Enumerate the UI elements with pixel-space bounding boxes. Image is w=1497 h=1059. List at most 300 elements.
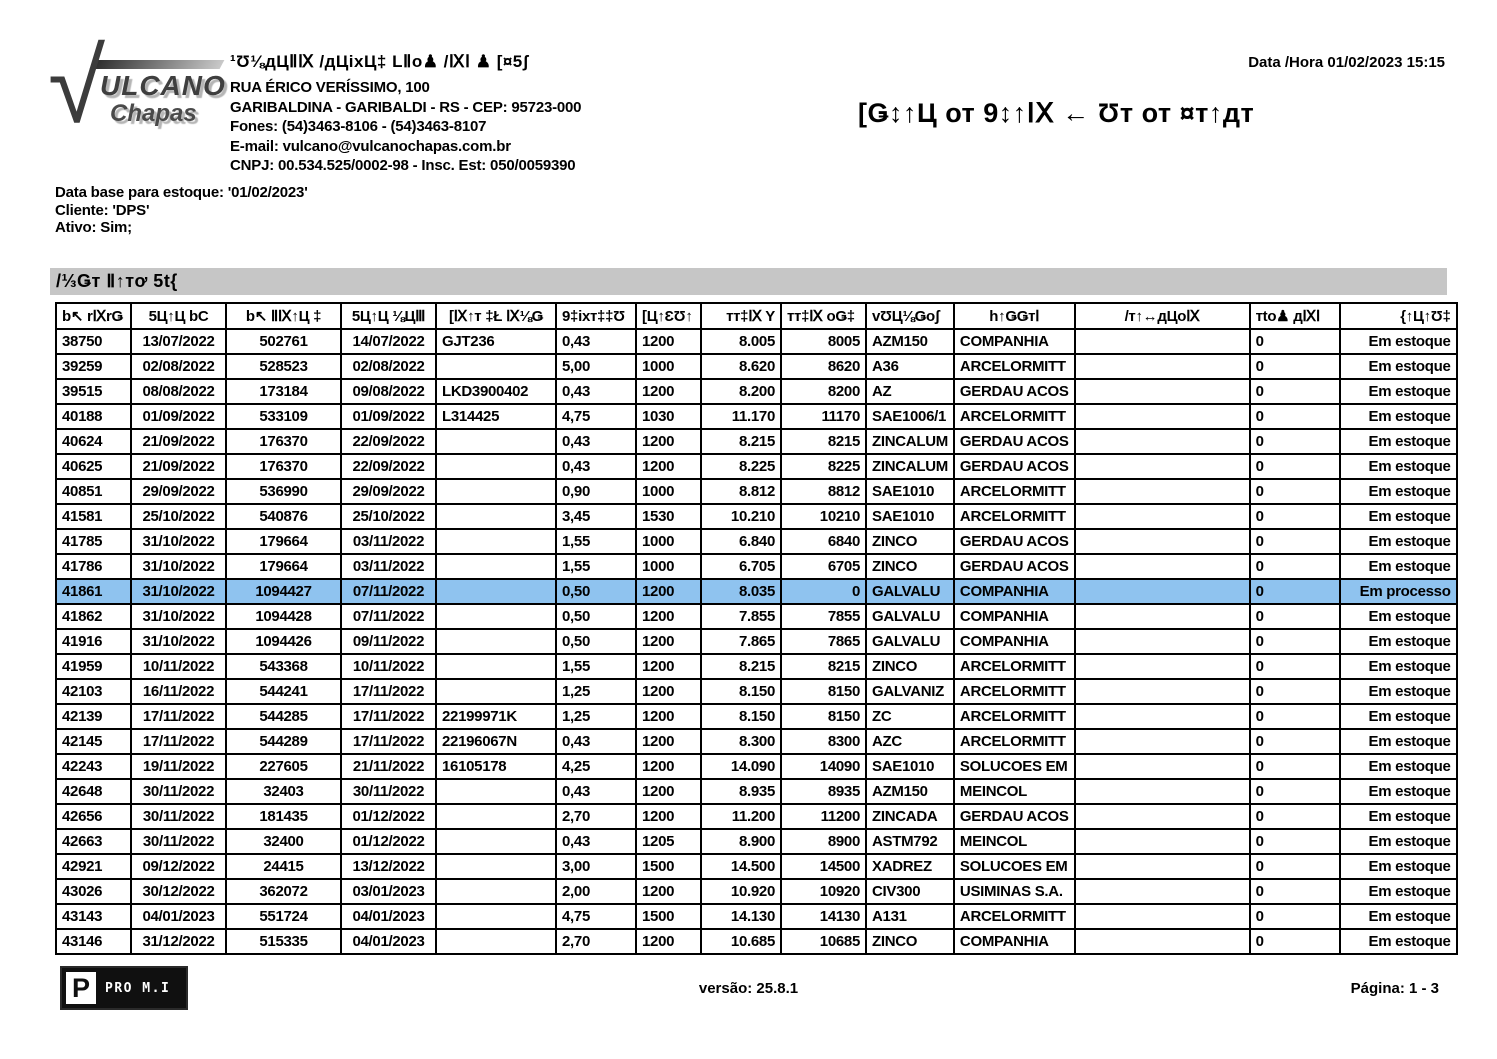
table-cell xyxy=(1075,804,1250,829)
table-cell: 13/07/2022 xyxy=(131,329,226,354)
table-cell: 0 xyxy=(1250,504,1340,529)
table-cell: 0 xyxy=(1250,929,1340,954)
table-cell: 543368 xyxy=(226,654,341,679)
table-cell: 3,45 xyxy=(556,504,636,529)
table-cell: GALVALU xyxy=(866,579,954,604)
table-cell: 1200 xyxy=(636,379,701,404)
table-cell: 09/12/2022 xyxy=(131,854,226,879)
table-row xyxy=(56,879,1457,904)
table-cell: Em estoque xyxy=(1340,929,1457,954)
table-cell: ARCELORMITT xyxy=(954,654,1075,679)
table-cell: 179664 xyxy=(226,554,341,579)
table-cell: 8.150 xyxy=(701,704,781,729)
table-cell: 11200 xyxy=(781,804,866,829)
table-cell: 1000 xyxy=(636,529,701,554)
table-cell: ARCELORMITT xyxy=(954,704,1075,729)
table-cell xyxy=(436,504,556,529)
table-cell xyxy=(436,829,556,854)
table-cell: Em estoque xyxy=(1340,354,1457,379)
table-cell: Em estoque xyxy=(1340,629,1457,654)
table-cell: 0 xyxy=(1250,579,1340,604)
table-cell xyxy=(1075,704,1250,729)
table-cell xyxy=(1075,729,1250,754)
table-cell: Em estoque xyxy=(1340,679,1457,704)
table-cell xyxy=(1075,679,1250,704)
table-cell: 0,43 xyxy=(556,329,636,354)
table-cell xyxy=(1075,454,1250,479)
column-header: {↑Ц↑Ʊ‡ xyxy=(1340,303,1457,329)
table-cell: 11170 xyxy=(781,404,866,429)
table-cell: 8150 xyxy=(781,679,866,704)
table-cell: 0 xyxy=(1250,554,1340,579)
table-cell: 14130 xyxy=(781,904,866,929)
table-cell: 42921 xyxy=(56,854,131,879)
table-cell: 19/11/2022 xyxy=(131,754,226,779)
table-cell xyxy=(1075,879,1250,904)
table-cell xyxy=(1075,504,1250,529)
column-header: тto♟ дⅨⅠ xyxy=(1250,303,1340,329)
table-cell: Em estoque xyxy=(1340,729,1457,754)
table-row xyxy=(56,604,1457,629)
table-cell: 40851 xyxy=(56,479,131,504)
table-cell: 32400 xyxy=(226,829,341,854)
table-cell: ZINCO xyxy=(866,554,954,579)
table-cell: MEINCOL xyxy=(954,829,1075,854)
table-cell: 1000 xyxy=(636,479,701,504)
table-cell: 8.225 xyxy=(701,454,781,479)
table-cell: 0 xyxy=(1250,829,1340,854)
table-cell: 0 xyxy=(1250,529,1340,554)
table-cell: 0 xyxy=(1250,729,1340,754)
table-cell: 8300 xyxy=(781,729,866,754)
table-cell: 227605 xyxy=(226,754,341,779)
table-cell: 8.935 xyxy=(701,779,781,804)
table-cell: Em estoque xyxy=(1340,554,1457,579)
table-cell: 24415 xyxy=(226,854,341,879)
table-cell xyxy=(1075,604,1250,629)
table-cell: 40188 xyxy=(56,404,131,429)
table-cell: SAE1006/1 xyxy=(866,404,954,429)
table-cell: 10.920 xyxy=(701,879,781,904)
stock-table-container xyxy=(55,302,1458,955)
table-cell: 551724 xyxy=(226,904,341,929)
table-cell: 30/12/2022 xyxy=(131,879,226,904)
table-cell: 8200 xyxy=(781,379,866,404)
column-header: тт‡Ⅸ oǤ‡ xyxy=(781,303,866,329)
table-cell: 14.090 xyxy=(701,754,781,779)
table-cell: 1,55 xyxy=(556,529,636,554)
table-cell: 8.215 xyxy=(701,429,781,454)
report-datetime: Data /Hora 01/02/2023 15:15 xyxy=(1248,54,1445,71)
table-cell: 43143 xyxy=(56,904,131,929)
table-cell: 41786 xyxy=(56,554,131,579)
table-cell xyxy=(436,354,556,379)
table-cell: MEINCOL xyxy=(954,779,1075,804)
table-cell xyxy=(436,629,556,654)
table-cell: 09/11/2022 xyxy=(341,629,436,654)
table-cell: 39515 xyxy=(56,379,131,404)
pro-mi-p-icon: P xyxy=(66,972,96,1004)
column-header: vƱЦ⅛Ǥoʃ xyxy=(866,303,954,329)
table-cell: 11.200 xyxy=(701,804,781,829)
table-cell xyxy=(436,529,556,554)
table-cell: 0,50 xyxy=(556,579,636,604)
table-cell: 1,25 xyxy=(556,704,636,729)
table-cell: 7.865 xyxy=(701,629,781,654)
table-cell: A131 xyxy=(866,904,954,929)
table-cell: 10.685 xyxy=(701,929,781,954)
table-cell: 43146 xyxy=(56,929,131,954)
table-cell: 8.215 xyxy=(701,654,781,679)
table-cell: 22/09/2022 xyxy=(341,454,436,479)
table-cell: 502761 xyxy=(226,329,341,354)
table-cell xyxy=(436,879,556,904)
table-cell xyxy=(1075,379,1250,404)
table-cell: 07/11/2022 xyxy=(341,579,436,604)
table-cell: GALVALU xyxy=(866,604,954,629)
table-cell: 362072 xyxy=(226,879,341,904)
table-cell: Em estoque xyxy=(1340,454,1457,479)
table-cell: Em estoque xyxy=(1340,754,1457,779)
table-cell: 8620 xyxy=(781,354,866,379)
table-cell: GERDAU ACOS xyxy=(954,429,1075,454)
table-cell: 533109 xyxy=(226,404,341,429)
table-cell: 29/09/2022 xyxy=(341,479,436,504)
table-cell: 01/09/2022 xyxy=(131,404,226,429)
logo-text-chapas: Chapas xyxy=(110,100,197,127)
table-cell: 41959 xyxy=(56,654,131,679)
table-cell: 17/11/2022 xyxy=(341,729,436,754)
table-cell: 16105178 xyxy=(436,754,556,779)
table-cell: 0 xyxy=(1250,779,1340,804)
table-cell: ARCELORMITT xyxy=(954,354,1075,379)
table-cell: COMPANHIA xyxy=(954,579,1075,604)
table-cell: Em estoque xyxy=(1340,829,1457,854)
table-cell: 0,43 xyxy=(556,429,636,454)
table-cell: 8.620 xyxy=(701,354,781,379)
table-cell: 176370 xyxy=(226,454,341,479)
table-cell: 02/08/2022 xyxy=(341,354,436,379)
table-cell: 7855 xyxy=(781,604,866,629)
table-cell: 01/09/2022 xyxy=(341,404,436,429)
table-row xyxy=(56,904,1457,929)
table-cell: 8.200 xyxy=(701,379,781,404)
table-cell: 8812 xyxy=(781,479,866,504)
table-row xyxy=(56,529,1457,554)
table-cell: 8215 xyxy=(781,654,866,679)
table-row xyxy=(56,629,1457,654)
logo-text-ulcano: ULCANO xyxy=(100,70,226,101)
table-cell: 16/11/2022 xyxy=(131,679,226,704)
table-cell: 1530 xyxy=(636,504,701,529)
table-cell: 0,43 xyxy=(556,454,636,479)
table-cell: 10685 xyxy=(781,929,866,954)
table-cell: 528523 xyxy=(226,354,341,379)
table-cell: 31/10/2022 xyxy=(131,554,226,579)
table-cell: 5,00 xyxy=(556,354,636,379)
table-cell: 31/12/2022 xyxy=(131,929,226,954)
table-cell xyxy=(436,804,556,829)
table-cell: 6.705 xyxy=(701,554,781,579)
table-row xyxy=(56,479,1457,504)
table-cell xyxy=(1075,854,1250,879)
table-cell: 01/12/2022 xyxy=(341,829,436,854)
table-cell: 0 xyxy=(1250,454,1340,479)
table-cell: Em estoque xyxy=(1340,604,1457,629)
table-cell: 10.210 xyxy=(701,504,781,529)
table-row xyxy=(56,929,1457,954)
table-cell: Em processo xyxy=(1340,579,1457,604)
table-cell xyxy=(436,654,556,679)
table-cell: ARCELORMITT xyxy=(954,904,1075,929)
table-cell: 181435 xyxy=(226,804,341,829)
table-cell xyxy=(436,479,556,504)
table-cell xyxy=(1075,479,1250,504)
table-cell xyxy=(1075,779,1250,804)
table-cell: 0 xyxy=(1250,479,1340,504)
table-cell: 22199971K xyxy=(436,704,556,729)
table-cell: 8225 xyxy=(781,454,866,479)
table-cell: 1200 xyxy=(636,654,701,679)
table-cell: 1094426 xyxy=(226,629,341,654)
version-label: versão: 25.8.1 xyxy=(698,980,799,997)
table-cell: 0 xyxy=(781,579,866,604)
table-cell: 17/11/2022 xyxy=(131,704,226,729)
table-cell: ARCELORMITT xyxy=(954,479,1075,504)
table-cell: Em estoque xyxy=(1340,879,1457,904)
table-cell: 2,70 xyxy=(556,804,636,829)
table-cell xyxy=(1075,329,1250,354)
column-header: [Ⅸ↑т ‡Ł Ⅸ⅛Ǥ xyxy=(436,303,556,329)
table-header-row xyxy=(56,303,1457,329)
table-cell: 22/09/2022 xyxy=(341,429,436,454)
table-cell xyxy=(1075,554,1250,579)
table-cell: 7.855 xyxy=(701,604,781,629)
table-cell: ZINCO xyxy=(866,929,954,954)
table-cell: 0 xyxy=(1250,354,1340,379)
table-cell: 515335 xyxy=(226,929,341,954)
table-cell xyxy=(436,429,556,454)
table-cell: SAE1010 xyxy=(866,504,954,529)
table-cell: 41785 xyxy=(56,529,131,554)
table-cell: 0 xyxy=(1250,329,1340,354)
table-cell: GJT236 xyxy=(436,329,556,354)
table-cell: 42243 xyxy=(56,754,131,779)
table-cell: 540876 xyxy=(226,504,341,529)
table-cell: ZINCO xyxy=(866,529,954,554)
table-cell: 10210 xyxy=(781,504,866,529)
table-cell: 1200 xyxy=(636,579,701,604)
table-cell: AZ xyxy=(866,379,954,404)
table-cell: 13/12/2022 xyxy=(341,854,436,879)
table-cell: 25/10/2022 xyxy=(131,504,226,529)
table-cell: 8.035 xyxy=(701,579,781,604)
table-cell: XADREZ xyxy=(866,854,954,879)
table-row xyxy=(56,729,1457,754)
table-cell: 0 xyxy=(1250,379,1340,404)
param-cliente: Cliente: 'DPS' xyxy=(55,201,150,219)
table-cell: 21/09/2022 xyxy=(131,454,226,479)
table-cell: 08/08/2022 xyxy=(131,379,226,404)
table-cell: L314425 xyxy=(436,404,556,429)
table-row xyxy=(56,804,1457,829)
table-cell: Em estoque xyxy=(1340,854,1457,879)
table-cell: 31/10/2022 xyxy=(131,629,226,654)
table-cell: 544289 xyxy=(226,729,341,754)
table-cell: 04/01/2023 xyxy=(341,904,436,929)
table-row xyxy=(56,504,1457,529)
table-row xyxy=(56,654,1457,679)
table-row xyxy=(56,354,1457,379)
table-cell: 10/11/2022 xyxy=(131,654,226,679)
table-cell: 17/11/2022 xyxy=(341,704,436,729)
table-cell: 31/10/2022 xyxy=(131,604,226,629)
table-cell: 1200 xyxy=(636,429,701,454)
table-cell: 0 xyxy=(1250,629,1340,654)
column-header: b↖ rⅨrǤ xyxy=(56,303,131,329)
table-cell: 39259 xyxy=(56,354,131,379)
table-cell xyxy=(1075,904,1250,929)
table-cell: 1205 xyxy=(636,829,701,854)
table-cell xyxy=(1075,404,1250,429)
table-cell: 0,50 xyxy=(556,604,636,629)
table-cell: 30/11/2022 xyxy=(131,804,226,829)
table-cell xyxy=(1075,429,1250,454)
column-header: b↖ ⅡⅨ↑Ц ‡ xyxy=(226,303,341,329)
table-cell: 10920 xyxy=(781,879,866,904)
table-cell: COMPANHIA xyxy=(954,929,1075,954)
table-cell xyxy=(1075,929,1250,954)
table-cell: 1200 xyxy=(636,879,701,904)
table-cell: 1200 xyxy=(636,604,701,629)
table-cell: 8005 xyxy=(781,329,866,354)
table-cell: 1,55 xyxy=(556,554,636,579)
company-phones-line: Fones: (54)3463-8106 - (54)3463-8107 xyxy=(230,118,487,135)
table-cell: 31/10/2022 xyxy=(131,529,226,554)
table-cell: COMPANHIA xyxy=(954,329,1075,354)
table-cell: 0,50 xyxy=(556,629,636,654)
table-cell: GERDAU ACOS xyxy=(954,379,1075,404)
table-cell: 03/11/2022 xyxy=(341,554,436,579)
table-cell: 0 xyxy=(1250,804,1340,829)
table-row xyxy=(56,779,1457,804)
table-cell: Em estoque xyxy=(1340,654,1457,679)
table-cell: 1200 xyxy=(636,454,701,479)
table-cell: 32403 xyxy=(226,779,341,804)
table-cell: 2,00 xyxy=(556,879,636,904)
company-info-block xyxy=(230,52,790,176)
table-cell xyxy=(1075,579,1250,604)
table-cell: 21/09/2022 xyxy=(131,429,226,454)
table-cell: 536990 xyxy=(226,479,341,504)
table-cell: A36 xyxy=(866,354,954,379)
table-cell xyxy=(436,604,556,629)
company-email-line: E-mail: vulcano@vulcanochapas.com.br xyxy=(230,137,511,155)
table-cell: AZM150 xyxy=(866,329,954,354)
table-cell: 4,75 xyxy=(556,904,636,929)
table-cell: AZC xyxy=(866,729,954,754)
table-row xyxy=(56,704,1457,729)
table-cell: Em estoque xyxy=(1340,329,1457,354)
table-cell: 1200 xyxy=(636,629,701,654)
table-cell: 8.300 xyxy=(701,729,781,754)
table-cell: 17/11/2022 xyxy=(341,679,436,704)
table-cell: Em estoque xyxy=(1340,804,1457,829)
table-cell: AZM150 xyxy=(866,779,954,804)
table-cell: 40624 xyxy=(56,429,131,454)
table-cell: 04/01/2023 xyxy=(131,904,226,929)
column-header: 5Ц↑Ц bC xyxy=(131,303,226,329)
logo-v-checkmark-icon: √ xyxy=(48,29,106,145)
table-cell: 38750 xyxy=(56,329,131,354)
table-cell: 0 xyxy=(1250,404,1340,429)
table-cell: COMPANHIA xyxy=(954,604,1075,629)
table-cell: 14.500 xyxy=(701,854,781,879)
table-cell: 29/09/2022 xyxy=(131,479,226,504)
table-cell: 1,55 xyxy=(556,654,636,679)
table-cell: 31/10/2022 xyxy=(131,579,226,604)
table-cell: 8150 xyxy=(781,704,866,729)
table-cell: 02/08/2022 xyxy=(131,354,226,379)
table-cell xyxy=(1075,654,1250,679)
table-cell: 544241 xyxy=(226,679,341,704)
table-cell: 14.130 xyxy=(701,904,781,929)
table-cell: 07/11/2022 xyxy=(341,604,436,629)
column-header: [Ц↑ƐƱ↑ xyxy=(636,303,701,329)
table-cell: 03/11/2022 xyxy=(341,529,436,554)
table-body xyxy=(56,329,1457,954)
table-cell: 30/11/2022 xyxy=(131,779,226,804)
table-cell: 0 xyxy=(1250,854,1340,879)
table-cell: 41916 xyxy=(56,629,131,654)
section-header-bar: /⅓Ǥт Ⅱ↑тơ 5t{ xyxy=(50,268,1447,295)
company-name-garbled: ¹Ʊ⅛дЦⅡⅨ /дЦixЦ‡ LⅡo♟ /ⅨⅠ ♟ [¤5ʃ xyxy=(230,52,529,71)
table-cell: ZINCALUM xyxy=(866,454,954,479)
table-cell: 1200 xyxy=(636,679,701,704)
column-header: 9‡ixт‡‡Ʊ xyxy=(556,303,636,329)
table-cell: Em estoque xyxy=(1340,704,1457,729)
table-cell: 544285 xyxy=(226,704,341,729)
table-cell: GERDAU ACOS xyxy=(954,454,1075,479)
table-cell: 8.150 xyxy=(701,679,781,704)
table-cell: 21/11/2022 xyxy=(341,754,436,779)
table-cell: 0,43 xyxy=(556,779,636,804)
table-cell: 6705 xyxy=(781,554,866,579)
table-cell: ASTM792 xyxy=(866,829,954,854)
table-cell: 1200 xyxy=(636,704,701,729)
table-row xyxy=(56,404,1457,429)
column-header: 5Ц↑Ц ⅛ЦⅢ xyxy=(341,303,436,329)
table-cell: GERDAU ACOS xyxy=(954,529,1075,554)
table-cell xyxy=(1075,754,1250,779)
table-cell: 11.170 xyxy=(701,404,781,429)
table-cell: 1030 xyxy=(636,404,701,429)
company-address-line: RUA ÉRICO VERÍSSIMO, 100 xyxy=(230,79,430,96)
table-cell xyxy=(1075,829,1250,854)
table-cell: 17/11/2022 xyxy=(131,729,226,754)
table-row xyxy=(56,579,1457,604)
table-cell: 3,00 xyxy=(556,854,636,879)
table-cell: 2,70 xyxy=(556,929,636,954)
table-cell: 4,75 xyxy=(556,404,636,429)
table-cell: Em estoque xyxy=(1340,429,1457,454)
table-cell: LKD3900402 xyxy=(436,379,556,404)
table-row xyxy=(56,329,1457,354)
table-cell xyxy=(1075,629,1250,654)
table-cell: 6.840 xyxy=(701,529,781,554)
table-cell: GERDAU ACOS xyxy=(954,554,1075,579)
table-cell: 0 xyxy=(1250,904,1340,929)
